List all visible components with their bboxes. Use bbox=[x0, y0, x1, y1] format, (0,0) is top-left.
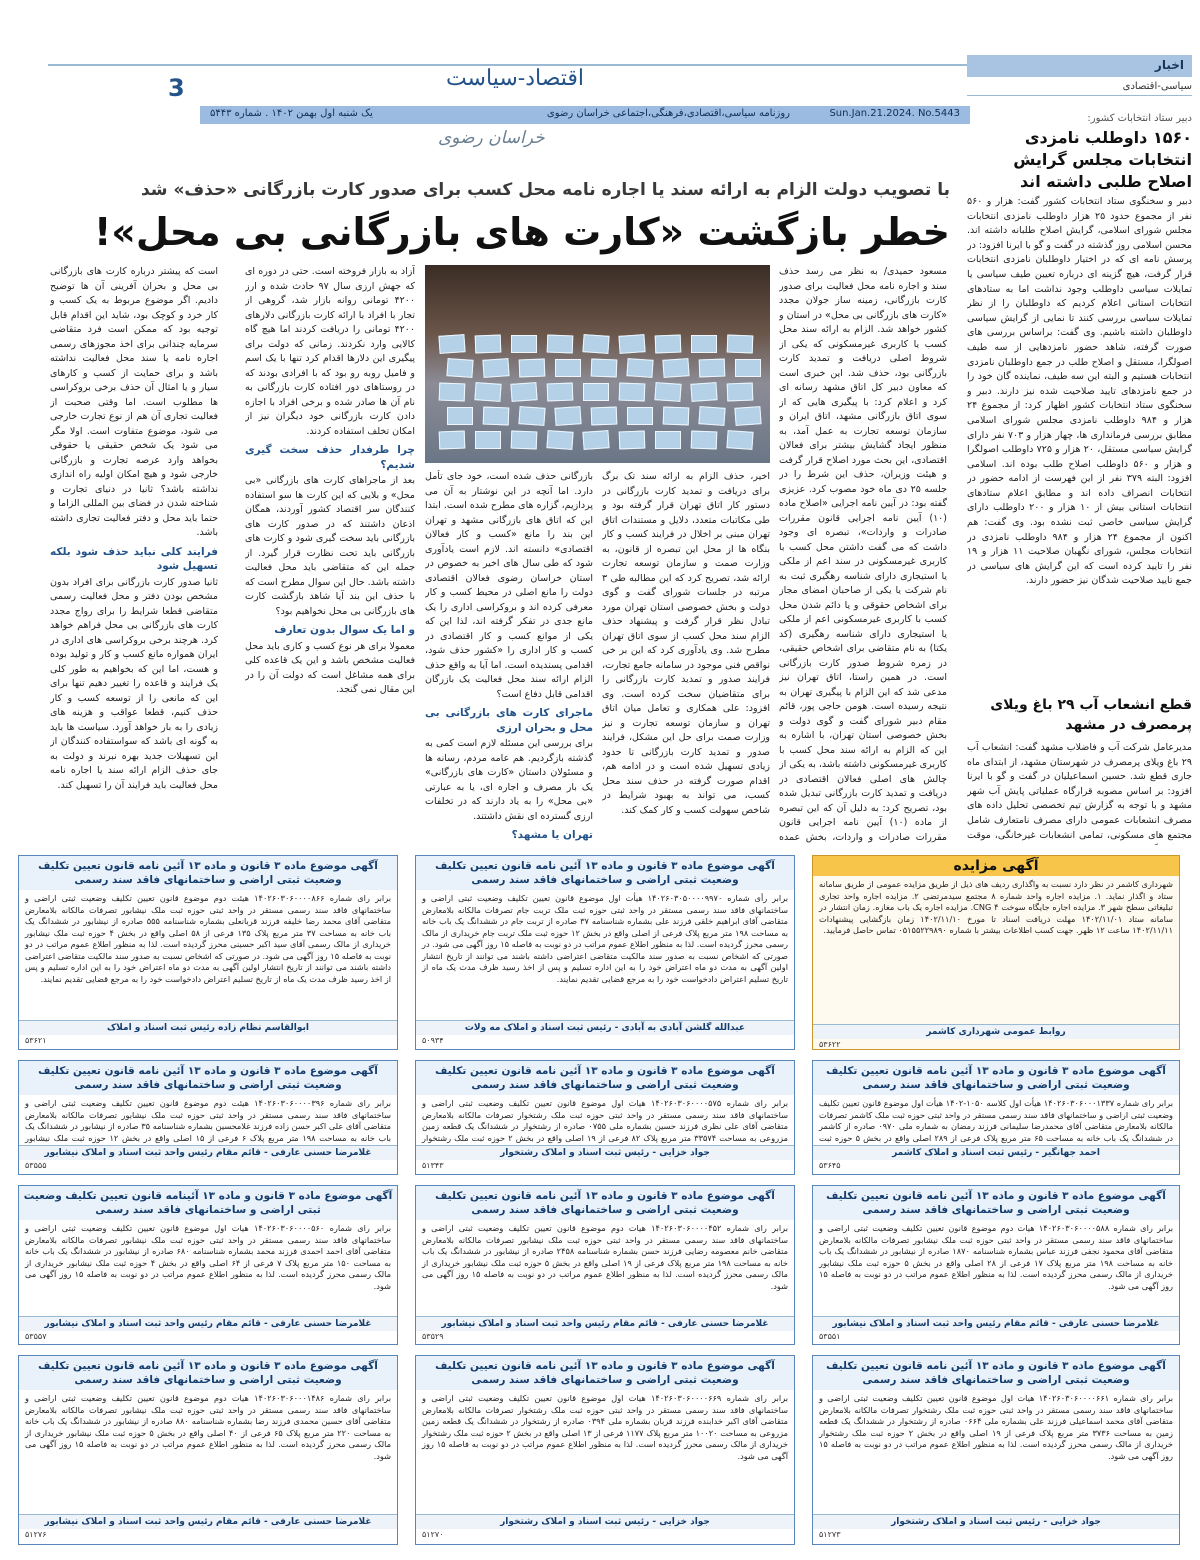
ad-title: آگهی موضوع ماده ۳ قانون و ماده ۱۳ آئین نامه قانون تعیین تکلیف وضعیت ثبتی اراضی و ساختمانهای فاقد سند رسمی bbox=[19, 856, 397, 890]
ad-code: ۵۳۶۲۱ bbox=[25, 1036, 47, 1045]
business-card bbox=[691, 431, 718, 450]
business-card bbox=[447, 407, 473, 425]
section-title: اقتصاد-سیاست bbox=[445, 66, 585, 91]
article-kicker: با تصویب دولت الزام به ارائه سند یا اجاره نامه محل کسب برای صدور کارت بازرگانی «حذف» شد bbox=[140, 180, 950, 200]
legal-notice-ad bbox=[18, 1185, 398, 1345]
article-subhead: ماجرای کارت های بازرگانی بی محل و بحران ارزی bbox=[425, 707, 593, 734]
business-card bbox=[734, 406, 761, 426]
ad-signature: عبدالله گلشن آبادی به آبادی - رئیس ثبت اسناد و املاک مه ولات bbox=[416, 1020, 794, 1035]
business-card bbox=[511, 431, 538, 450]
ad-body: برابر رای شماره ۱۴۰۲۶۰۳۰۶۰۰۰۰۵۶۰ هیات اول موضوع قانون تعیین تکلیف وضعیت ثبتی اراضی و ساختمانهای فاقد سند رسمی مستقر در واحد ثبتی حوزه ثبت ملک نیشابور تصرفات مالکانه بلامعارض متقاضی آقای احمد احمدی فرزند محمد بشماره شناسنامه ۶۸۰ صادره از نیشابور در ششدانگ یک باب خانه به مساحت ۱۵۰ متر مربع پلاک ۷ فرعی از ۶۴ اصلی واقع در بخش ۴ حوزه ثبت ملک نیشابور خریداری از مالک رسمی محرز گردیده است. لذا به منظور اطلاع عموم مراتب در دو نوبت به فاصله ۱۵ روز آگهی می شود. bbox=[25, 1223, 392, 1291]
business-card bbox=[698, 406, 725, 426]
business-card bbox=[591, 407, 618, 426]
business-card bbox=[483, 407, 510, 426]
business-card bbox=[727, 383, 754, 402]
ad-title: آگهی موضوع ماده ۳ قانون و ماده ۱۳ آئین نامه قانون تعیین تکلیف وضعیت ثبتی اراضی و ساختمانهای فاقد سند رسمی bbox=[416, 856, 794, 890]
sidebar-body-2: مدیرعامل شرکت آب و فاضلاب مشهد گفت: انشعاب آب ۲۹ باغ ویلای پرمصرف در شهرستان مشهد، از ابتدای ماه جاری قطع شد. حسین اسماعیلیان در گفت و گو با ایرنا افزود: بر اساس مصوبه قرارگاه عملیاتی پایش آب شهر مشهد و با توجه به گزارش تیم تخصصی تحلیل داده های مصرف انشعابات عمومی دارای مصرف نامتعارف شامل مجتمع های مسکونی، تمامی انشعابات غیرخانگی، موقت bbox=[967, 742, 1192, 841]
legal-notice-ad bbox=[812, 1060, 1180, 1175]
business-card bbox=[547, 335, 574, 354]
business-card bbox=[438, 334, 465, 354]
business-card bbox=[482, 358, 509, 378]
business-card bbox=[618, 334, 645, 354]
sidebar-tag: اخبار bbox=[1154, 58, 1184, 72]
article-subhead: چرا طرفدار حذف سخت گیری شدیم؟ bbox=[245, 444, 415, 471]
ad-title: آگهی مزایده bbox=[813, 856, 1179, 876]
business-card bbox=[619, 431, 646, 450]
article-subhead: فرایند کلی نباید حذف شود بلکه تسهیل شود bbox=[50, 545, 218, 572]
article-headline: خطر بازگشت «کارت های بازرگانی بی محل»! bbox=[93, 210, 950, 254]
ad-signature: غلامرضا حسنی عارفی - قائم مقام رئیس واحد ثبت اسناد و املاک نیشابور bbox=[19, 1514, 397, 1529]
business-card bbox=[518, 406, 545, 426]
business-card bbox=[439, 431, 466, 450]
business-card bbox=[699, 359, 726, 378]
article-column-2b bbox=[425, 470, 593, 845]
ad-title: آگهی موضوع ماده ۳ قانون و ماده ۱۳ آئینامه قانون تعیین تکلیف وضعیت ثبتی اراضی و ساختمانهای فاقد سند رسمی bbox=[19, 1186, 397, 1220]
ad-body: برابر رای شماره ۱۴۰۲۶۰۳۰۶۰۰۰۱۳۳۷ هیأت اول کلاسه ۱۰۵۰-۱۴۰۲ هیأت اول موضوع قانون تعیین تکلیف وضعیت ثبتی اراضی و ساختمانهای فاقد سند رسمی مستقر در واحد ثبتی حوزه ثبت ملک کاشمر تصرفات مالکانه بلامعارض متقاضی آقای محمدرضا سلیمانی فرزند رمضان به شماره ملی ۰۹۷۰ صادره از کاشمر در ششدانگ یک باب خانه به مساحت ۶۵ متر مربع پلاک فرعی از ۲۸۹ اصلی واقع در بخش ۵ حوزه ثبت bbox=[819, 1098, 1173, 1143]
business-card bbox=[510, 382, 537, 402]
ad-title: آگهی موضوع ماده ۳ قانون و ماده ۱۳ آئین نامه قانون تعیین تکلیف وضعیت ثبتی اراضی و ساختمانهای فاقد سند رسمی bbox=[416, 1356, 794, 1390]
business-cards-photo bbox=[425, 265, 770, 463]
ad-signature: غلامرضا حسنی عارفی - قائم مقام رئیس واحد ثبت اسناد و املاک نیشابور bbox=[813, 1316, 1179, 1331]
ad-title: آگهی موضوع ماده ۳ قانون و ماده ۱۳ آئین نامه قانون تعیین تکلیف وضعیت ثبتی اراضی و ساختمانهای فاقد سند رسمی bbox=[813, 1356, 1179, 1390]
ad-code: ۵۱۲۷۰ bbox=[422, 1530, 444, 1539]
business-card bbox=[439, 383, 466, 402]
sidebar-rule bbox=[967, 95, 1192, 96]
legal-notice-ad bbox=[415, 1355, 795, 1545]
newspaper-logo: خراسان رضوی bbox=[438, 128, 545, 148]
page-number: 3 bbox=[168, 74, 185, 102]
business-card bbox=[474, 382, 501, 402]
sidebar-tag-bar bbox=[967, 55, 1192, 77]
business-card bbox=[662, 358, 689, 378]
ad-body: برابر رای شماره ۱۴۰۲۶۰۳۰۶۰۰۰۰۴۵۲ هیات دوم موضوع قانون تعیین تکلیف وضعیت ثبتی اراضی و ساختمانهای فاقد سند رسمی مستقر در واحد ثبتی حوزه ثبت ملک نیشابور تصرفات مالکانه بلامعارض متقاضی خانم معصومه رضایی فرزند حسن بشماره شناسنامه ۲۴۵۸ صادره از نیشابور در ششدانگ یک باب خانه به مساحت ۱۹۸ متر مربع پلاک فرعی از ۱۹ اصلی واقع در بخش ۵ حوزه ثبت ملک نیشابور خریداری از مالک رسمی محرز گردیده است. لذا به منظور اطلاع عموم مراتب در دو نوبت به فاصله ۱۵ روز آگهی می شود. bbox=[422, 1223, 789, 1291]
column-text: معمولا برای هر نوع کسب و کاری باید محل فعالیت مشخص باشد و این یک قاعده کلی برای همه مشاغل است که دولت آن را در این مقال نمی گنجد. bbox=[245, 640, 415, 695]
business-card bbox=[555, 359, 581, 377]
ad-body: برابر رأی شماره ۱۴۰۲۶۰۳۰۵۰۰۰۰۹۹۷۰ هیأت اول موضوع قانون تعیین تکلیف وضعیت ثبتی اراضی و ساختمانهای فاقد سند رسمی مستقر در واحد ثبتی حوزه ثبت ملک تربت جام تصرفات مالکانه بلامعارض متقاضی آقای ابراهیم خلقی فرزند علی بشماره شناسنامه ۳۷ صادره از تربت جام در ششدانگ یک باب خانه به مساحت ۱۹۸ متر مربع پلاک فرعی از اصلی واقع در بخش ۱۲ حوزه ثبت ملک تربت جام خریداری از مالک رسمی محرز گردیده است. لذا به منظور اطلاع عموم مراتب در دو نوبت به فاصله ۱۵ روز آگهی می شود. در صورتی که اشخاص نسبت به صدور سند مالکیت متقاضی اعتراضی داشته باشند می توانند از تاریخ انتشار اولین آگهی به مدت دو ماه اعتراض خود را به این اداره تسلیم و پس از اخذ رسید ظرف مدت یک ماه از تاریخ تسلیم اعتراض دادخواست خود را به مرجع قضایی تقدیم نمایند. bbox=[422, 893, 789, 984]
business-card bbox=[546, 430, 573, 450]
ad-body: برابر رای شماره ۱۴۰۲۶۰۳۰۶۰۰۰۰۵۷۵ هیات اول موضوع قانون تعیین تکلیف وضعیت ثبتی اراضی و ساختمانهای فاقد سند رسمی مستقر در واحد ثبتی حوزه ثبت ملک رشتخوار تصرفات مالکانه بلامعارض متقاضی آقای علی نظری فرزند حسین بشماره ملی ۰۷۵۵ صادره از رشتخوار در ششدانگ یک قطعه زمین مزروعی به مساحت ۳۳۵۷۴ متر مربع پلاک ۸۲ فرعی از ۱۹ اصلی واقع در بخش ۲ حوزه ثبت ملک رشتخوار bbox=[422, 1098, 788, 1143]
ad-signature: غلامرضا حسنی عارفی - قائم مقام رئیس واحد ثبت اسناد و املاک نیشابور bbox=[416, 1316, 794, 1331]
ad-code: ۵۱۲۷۳ bbox=[819, 1530, 841, 1539]
sidebar-body: دبیر و سخنگوی ستاد انتخابات کشور گفت: هزار و ۵۶۰ نفر از مجموع حدود ۲۵ هزار داوطلب نامزدی انتخابات مجلس شورای اسلامی، گرایش اصلاح طلبانه داشته اند. محسن اسلامی روز گذشته در گفت و گو با ایرنا افزود: در پرسش نامه ای که در اختیار داوطلبان نامزدی انتخابات قرار گرفت، هیچ گزینه ای درباره تعیین طیف سیاسی یا تمایلات سیاسی داوطلب وجود نداشت اما به ستادهای انتخابات استانی اعلام کردیم که داوطلبان را از نظر تمایلات سیاسی بررسی کنند تا نمایی از گرایش سیاسی داوطلبان داشته باشیم. وی گفت: براساس بررسی های صورت گرفته، شاهد حضور نامزدهایی از سه طیف اصولگرا، مستقل و اصلاح طلب در جمع داوطلبان نامزدی انتخابات هستیم و البته این سه طیف، نماینده گان خود را در جمع نامزدهای تایید صلاحیت شده نیز دارند. دبیر و سخنگوی ستاد انتخابات کشور اظهار کرد: از مجموع ۲۴ هزار و ۹۸۴ داوطلب نامزدی مجلس شورای اسلامی مطابق بررسی فرمانداری ها، چهار هزار و ۷۰۳ نفر دارای گرایش سیاسی مستقل، ۲۰ هزار و ۷۲۵ داوطلب اصولگرا و هزار و ۵۶۰ داوطلب اصلاح طلب بوده اند. اسلامی افزود: البته ۳۷۹ نفر از این فهرست از ادامه حضور در انتخابات انصراف داده اند و مطابق اعلام ستادهای انتخابات استانی بیش از ۱۰ هزار و ۲۰۰ داوطلب دارای گرایش سیاسی خاصی ثبت نشده بود. وی گفت: هم اکنون از مجموع ۲۴ هزار و ۹۸۴ داوطلب نامزدی در انتخابات مجلس، شورای نگهبان صلاحیت ۱۱ هزار و ۱۹ نفر را تایید کرده است که این گرایش های سیاسی در جمع تایید صلاحیت شدگان نیز حضور دارند. bbox=[967, 196, 1192, 587]
column-text: بعد از ماجراهای کارت های بازرگانی «بی محل» و بلایی که این کارت ها سو استفاده کنندگان سر اقتصاد کشور آوردند، همگان اذعان داشتند که در صدور کارت های بازرگانی باید سخت گیری شود و کارت های بازرگانی باید تحت نظارت قرار گیرد. از جمله این که متقاضی باید محل فعالیت داشته باشد. حال این سوال مطرح است که با حذف این بند آیا شاهد بازگشت کارت های بازرگانی بی محل نخواهیم بود؟ bbox=[245, 475, 415, 617]
sidebar-title: ۱۵۶۰ داوطلب نامزدی انتخابات مجلس گرایش اصلاح طلبی داشته اند bbox=[1013, 128, 1192, 191]
business-card bbox=[627, 407, 653, 425]
ad-code: ۵۳۶۲۲ bbox=[819, 1040, 841, 1049]
business-card bbox=[726, 430, 753, 450]
ad-signature: جواد خزایی - رئیس ثبت اسناد و املاک رشتخوار bbox=[416, 1514, 794, 1529]
ad-title: آگهی موضوع ماده ۳ قانون و ماده ۱۳ آئین نامه قانون تعیین تکلیف وضعیت ثبتی اراضی و ساختمانهای فاقد سند رسمی bbox=[19, 1356, 397, 1390]
ad-signature: غلامرضا حسنی عارفی - قائم مقام رئیس واحد ثبت اسناد و املاک نیشابور bbox=[19, 1145, 397, 1160]
business-card bbox=[619, 383, 646, 402]
business-card bbox=[583, 383, 609, 401]
ad-code: ۵۱۲۷۶ bbox=[25, 1530, 47, 1539]
auction-ad bbox=[812, 855, 1180, 1050]
legal-notice-ad bbox=[812, 1355, 1180, 1545]
article-column-2-wrap bbox=[425, 470, 770, 845]
legal-notice-ad bbox=[18, 855, 398, 1050]
ad-signature: ابوالقاسم نظام زاده رئیس ثبت اسناد و املاک bbox=[19, 1020, 397, 1035]
business-card bbox=[519, 359, 546, 378]
legal-notice-ad bbox=[415, 1185, 795, 1345]
business-card bbox=[727, 335, 754, 354]
article-column-1: مسعود حمیدی/ به نظر می رسد حذف سند و اجاره نامه محل فعالیت برای صدور کارت بازرگانی، زمینه ساز جولان مجدد «کارت های بازرگانی بی محل» در استان و کشور خواهد شد. الزام به ارائه سند محل کسب یا کاربری غیرمسکونی که یکی از شروط اصلی دریافت و تمدید کارت بازرگانی بود، حذف شد. این خبری است که معاون دبیر کل اتاق مشهد رسانه ای کرد و اعلام کرد: با پیگیری هایی که از سوی اتاق بازرگانی مشهد، اتاق ایران و سازمان توسعه تجارت به عمل آمد، به منظور ایجاد گشایش بیشتر برای فعالان اقتصادی، این بحث مورد اصلاح قرار گرفت و هیئت وزیران، حذف این شرط را در جلسه ۲۵ دی ماه خود مصوب کرد. عزیزی گفته بود: در آیین نامه اجرایی «اصلاح ماده (۱۰) آیین نامه اجرایی قانون مقررات صادرات و واردات»، تبصره ای وجود داشت که می گفت داشتن محل کسب با کاربری غیرمسکونی در سند اعم از ملکی یا استیجاری دارای شناسه رهگیری ثبت به نام شرکت یا یکی از صاحبان امضای مجاز برای اشخاص حقوقی و یا دائم شدن محل کسب با کاربری غیرمسکونی اعم از ملکی یا استیجاری دارای شناسه رهگیری (کد یکتا) به نام متقاضی برای اشخاص حقیقی، در زمره شروط صدور کارت بازرگانی است. در همین راستا، اتاق تهران نیز مدعی شد که این الزام با پیگیری تهران به نتیجه رسیده است. هومن حاجی پور، قائم مقام دبیر شورای گفت و گوی دولت و بخش خصوصی استان تهران، با اشاره به این که الزام به ارائه سند محل کسب با کاربری غیرمسکونی داشته باشد، به یکی از چالش های اصلی فعالان اقتصادی در دریافت و تمدید کارت بازرگانی تبدیل شده بود، تصریح کرد: به دلیل آن که این تبصره از ماده (۱۰) آیین نامه اجرایی قانون مقررات صادرات و واردات، بخش عمده bbox=[779, 266, 947, 843]
header-date-en: Sun.Jan.21.2024. No.5443 bbox=[829, 108, 960, 119]
ad-body: شهرداری کاشمر در نظر دارد نسبت به واگذاری ردیف های ذیل از طریق مزایده عمومی از طریق سامانه ستاد و اگذار نماید. ۱. مزایده اجاره واحد شماره ۸ مجتمع سیدمرتضی ۲. مزایده اجاره واحد تجاری تبلیغاتی سطح شهر ۳. مزایده اجاره جایگاه سوخت CNG ۴. مزایده اجاره یک باب مغازه. زمان انتشار در سامانه ستاد ۱۴۰۲/۱۱/۰۱ مهلت دریافت اسناد تا مورخ ۱۴۰۲/۱۱/۱۰ زمان بازگشایی پیشنهادات ۱۴۰۲/۱۱/۱۱ ساعت ۱۲ ظهر. جهت کسب اطلاعات بیشتر با شماره ۰۵۱۵۵۲۲۹۸۹۰ تماس حاصل فرمایید. bbox=[819, 879, 1174, 935]
legal-notice-ad bbox=[415, 1060, 795, 1175]
ad-title: آگهی موضوع ماده ۳ قانون و ماده ۱۳ آئین نامه قانون تعیین تکلیف وضعیت ثبتی اراضی و ساختمانهای فاقد سند رسمی bbox=[813, 1186, 1179, 1220]
business-card bbox=[547, 383, 574, 402]
sidebar-kicker: دبیر ستاد انتخابات کشور: bbox=[1087, 113, 1192, 124]
ad-body: برابر رای شماره ۱۴۰۲۶۰۳۰۶۰۰۰۰۶۶۱ هیات اول موضوع قانون تعیین تکلیف وضعیت ثبتی اراضی و ساختمانهای فاقد سند رسمی مستقر در واحد ثبتی حوزه ثبت ملک رشتخوار تصرفات مالکانه بلامعارض متقاضی آقای محمد اسماعیلی فرزند علی بشماره ملی ۰۶۶۴ صادره از رشتخوار در ششدانگ یک قطعه زمین به مساحت ۳۷۳۶ متر مربع پلاک فرعی از ۱۹ اصلی واقع در بخش ۲ حوزه ثبت ملک رشتخوار خریداری از مالک رسمی محرز گردیده است. لذا به منظور اطلاع عموم مراتب در دو نوبت به فاصله ۱۵ روز آگهی می شود. bbox=[819, 1393, 1174, 1461]
business-card bbox=[582, 334, 609, 354]
ad-body: برابر رای شماره ۱۴۰۲۶۰۳۰۶۰۰۰۰۸۶۶ هیئت دوم موضوع قانون تعیین تکلیف وضعیت ثبتی اراضی و ساختمانهای فاقد سند رسمی مستقر در واحد ثبتی حوزه ثبت ملک نیشابور تصرفات مالکانه بلامعارض متقاضی آقای محمد رضا خلیفه فرزند قربانعلی بشماره شناسنامه ۵۵۵ صادره از نیشابور در ششدانگ یک باب خانه به مساحت ۳۷ متر مربع پلاک ۱۳۵ فرعی از ۵۸ اصلی واقع در بخش ۴ حوزه ثبت ملک نیشابور خریداری از مالک رسمی آقای سید اکبر حسینی محرز گردیده است. لذا به منظور اطلاع عموم مراتب در دو نوبت به فاصله ۱۵ روز آگهی می شود. در صورتی که اشخاص نسبت به صدور سند مالکیت متقاضی اعتراضی داشته باشند می توانند از تاریخ انتشار اولین آگهی به مدت دو ماه اعتراض خود را به این اداره تسلیم و پس از اخذ رسید ظرف مدت یک ماه از تاریخ تسلیم اعتراض دادخواست خود را به مرجع قضایی تقدیم نمایند. bbox=[25, 893, 391, 984]
business-card bbox=[690, 382, 717, 402]
article-column-3 bbox=[245, 265, 415, 845]
ad-code: ۵۳۶۴۵ bbox=[819, 1161, 841, 1170]
ad-body: برابر رای شماره ۱۴۰۲۶۰۳۰۶۰۰۰۰۳۹۶ هیئت دوم موضوع قانون تعیین تکلیف وضعیت ثبتی اراضی و ساختمانهای فاقد سند رسمی مستقر در واحد ثبتی حوزه ثبت ملک نیشابور تصرفات مالکانه بلامعارض متقاضی آقای علی اکبر حسن زاده فرزند غلامحسین بشماره شناسنامه ۳۵ صادره از نیشابور در ششدانگ یک باب خانه به مساحت ۱۹۸ متر مربع پلاک ۶ فرعی از ۱۵ اصلی واقع در بخش ۱۲ حوزه ثبت ملک نیشابور bbox=[25, 1098, 391, 1143]
legal-notice-ad bbox=[415, 855, 795, 1050]
column-text: است که پیشتر درباره کارت های بازرگانی بی محل و بحران آفرینی آن ها توضیح دادیم. اگر موضوع مربوط به یک کسب و کار خرد و کوچک بود، شاید این اقدام قابل توجیه بود که ممکن است فرد متقاضی سرمایه چندانی برای اخذ مجوزهای رسمی اجاره نامه یا سند محل فعالیت نداشته باشد و برای حمایت از کسب و کارهای سیار و یا امثال آن حذف برخی بروکراسی ها مطلوب است. اما وقتی صحبت از فعالیت تجاری آن هم از نوع تجارت خارجی می شود، موضوع متفاوت است. اولا مگر می شود یک شخص حقیقی یا حقوقی بخواهد وارد عرصه تجارت و بازرگانی خارجی شود و هیچ امکان اولیه راه اندازی نداشته باشد؟ ثانیا در دنیای تجارت و شناخته شدن در فضای بین المللی الزاما و حتما باید محل و دفتر فعالیت تجاری داشته باشد. bbox=[50, 266, 218, 538]
news-sidebar bbox=[967, 55, 1192, 845]
column-text: آزاد به بازار فروخته است. حتی در دوره ای که جهش ارزی سال ۹۷ حادث شده و ارز ۴۲۰۰ تومانی روانه بازار شد، گروهی از تجار با افراد با ارائه کارت بازرگانی دلارهای ۴۲۰۰ تومانی را دریافت کردند اما هیچ گاه کالایی وارد نکردند. زمانی که دولت برای پیگیری این دلارها اقدام کرد تنها با یک اسم و فامیل روبه رو بود که با افرادی بودند که در روستاهای دور افتاده کارت بازرگانی به نام آن ها صادر شده و برخی افراد با اجازه دادن کارت بازرگانی خود دیگران نیز از امکان تخلف استفاده کردند. bbox=[245, 266, 415, 437]
ad-signature: جواد خزایی - رئیس ثبت اسناد و املاک رشتخوار bbox=[813, 1514, 1179, 1529]
column-text: بازرگانی حذف شده است، خود جای تأمل دارد. اما آنچه در این نوشتار به آن می پردازیم، گزاره های مطرح شده است. ابتدا این که اتاق های بازرگانی مشهد و تهران این بند را مانع «کسب و کار فعالان اقتصادی» دانسته اند. لازم است یادآوری شود که طی سال های اخیر به خصوص در استان خراسان رضوی فعالان اقتصادی دولت را مانع اصلی در محیط کسب و کار معرفی کرده اند و بروکراسی اداری را یک مانع جدی در تفکر گرفته اند، لذا این که یکی از موانع کسب و کار اقتصادی در کسب و کار اداری را «کشور حذف شود، اقدامی پسندیده است. اما آیا به واقع حذف الزام ارائه سند محل فعالیت یک بازرگان اقدامی قابل دفاع است؟ bbox=[425, 471, 593, 700]
ad-code: ۵۱۳۴۳ bbox=[422, 1161, 444, 1170]
ad-title: آگهی موضوع ماده ۳ قانون و ماده ۱۳ آئین نامه قانون تعیین تکلیف وضعیت ثبتی اراضی و ساختمانهای فاقد سند رسمی bbox=[19, 1061, 397, 1095]
header-bar bbox=[200, 106, 970, 124]
article-subhead: و اما یک سوال بدون تعارف bbox=[274, 624, 415, 636]
column-text: ثانیا صدور کارت بازرگانی برای افراد بدون مشخص بودن دفتر و محل فعالیت رسمی متقاضی قطعا شرایط را برای رواج مجدد کارت های بازرگانی بی محل فراهم خواهد کرد. هرچند برخی بروکراسی های اداری در ایران همواره مانع کسب و کار و تولید بوده و هست، اما این که بخواهیم به طور کلی یک فرایند و قاعده را تغییر دهیم تنها برای این که مانعی را از توسعه کسب و کار حذف کنیم، قطعا عواقب و هزینه های زیادی را به بار خواهد آورد. سیاست ها باید به گونه ای باشد که سواستفاده کنندگان از این تسهیلات جدید بهره نبرند و دولت به جای حذف الزام ارائه سند یا اجاره نامه محل فعالیت باید فرایند آن را تسهیل کند. bbox=[50, 576, 218, 791]
business-card bbox=[691, 335, 717, 353]
header-subtitle: روزنامه سیاسی،اقتصادی،فرهنگی،اجتماعی خراسان رضوی bbox=[546, 108, 790, 119]
ad-code: ۵۳۵۵۱ bbox=[819, 1332, 841, 1341]
ad-body: برابر رای شماره ۱۴۰۲۶۰۳۰۶۰۰۰۰۵۸۸ هیات دوم موضوع قانون تعیین تکلیف وضعیت ثبتی اراضی و ساختمانهای فاقد سند رسمی مستقر در واحد ثبتی حوزه ثبت ملک نیشابور تصرفات مالکانه بلامعارض متقاضی آقای محمود نجفی فرزند عباس بشماره شناسنامه ۱۸۷۰ صادره از نیشابور در ششدانگ یک باب خانه به مساحت ۱۹۸ متر مربع پلاک ۱۷ فرعی از ۲۸ اصلی واقع در بخش ۵ حوزه ثبت ملک نیشابور خریداری از مالک رسمی محرز گردیده است. لذا به منظور اطلاع عموم مراتب در دو نوبت به فاصله ۱۵ روز آگهی می شود. bbox=[819, 1223, 1173, 1291]
sidebar-tag-sub: سیاسی-اقتصادی bbox=[1122, 81, 1192, 92]
ad-code: ۵۳۵۵۷ bbox=[25, 1332, 47, 1341]
business-card bbox=[663, 407, 690, 426]
legal-notice-ad bbox=[18, 1060, 398, 1175]
ad-title: آگهی موضوع ماده ۳ قانون و ماده ۱۳ آئین نامه قانون تعیین تکلیف وضعیت ثبتی اراضی و ساختمانهای فاقد سند رسمی bbox=[416, 1061, 794, 1095]
business-card bbox=[655, 431, 681, 449]
business-card bbox=[626, 358, 653, 378]
business-card bbox=[554, 406, 581, 426]
legal-notice-ad bbox=[812, 1185, 1180, 1345]
ad-body: برابر رای شماره ۱۴۰۲۶۰۳۰۶۰۰۰۰۶۶۹ هیات اول موضوع قانون تعیین تکلیف وضعیت ثبتی اراضی و ساختمانهای فاقد سند رسمی مستقر در واحد ثبتی حوزه ثبت ملک رشتخوار تصرفات مالکانه بلامعارض متقاضی آقای اکبر خدابنده فرزند قربان بشماره ملی ۰۳۹۴ صادره از رشتخوار در ششدانگ یک قطعه زمین مزروعی به مساحت ۱۰۰۲۰ متر مربع پلاک ۱۱۷۷ فرعی از ۱۳ اصلی واقع در بخش ۲ حوزه ثبت ملک رشتخوار خریداری از مالک رسمی محرز گردیده است. لذا به منظور اطلاع عموم مراتب در دو نوبت به فاصله ۱۵ روز آگهی می شود. bbox=[422, 1393, 788, 1461]
column-text: برای بررسی این مسئله لازم است کمی به گذشته بازگردیم. هم عامه مردم، رسانه ها و مسئولان داستان «کارت های بازرگانی» یک بار مصرف و اجاره ای، یا به عبارتی «بی محل» را به یاد دارند که در تخلفات ارزی گسترده ای نقش داشتند. bbox=[425, 738, 593, 822]
business-card bbox=[654, 382, 681, 402]
business-card bbox=[475, 335, 502, 354]
ad-code: ۵۳۵۲۹ bbox=[422, 1332, 444, 1341]
business-card bbox=[446, 358, 473, 378]
ad-body: برابر رای شماره ۱۴۰۲۶۰۳۰۶۰۰۰۱۴۸۶ هیات دوم موضوع قانون تعیین تکلیف وضعیت ثبتی اراضی و ساختمانهای فاقد سند رسمی مستقر در واحد ثبتی حوزه ثبت ملک نیشابور تصرفات مالکانه بلامعارض متقاضی آقای حسین محمدی فرزند رضا بشماره شناسنامه ۸۸۰ صادره از نیشابور در ششدانگ یک باب خانه به مساحت ۲۲۰ متر مربع پلاک ۶۵ فرعی از ۴۰ اصلی واقع در بخش ۵ حوزه ثبت ملک نیشابور خریداری از مالک رسمی محرز گردیده است. لذا به منظور اطلاع عموم مراتب در دو نوبت به فاصله ۱۵ روز آگهی می شود. bbox=[25, 1393, 391, 1461]
business-card bbox=[735, 359, 761, 377]
business-card bbox=[591, 359, 618, 378]
ad-title: آگهی موضوع ماده ۳ قانون و ماده ۱۳ آئین نامه قانون تعیین تکلیف وضعیت ثبتی اراضی و ساختمانهای فاقد سند رسمی bbox=[813, 1061, 1179, 1095]
ad-title: آگهی موضوع ماده ۳ قانون و ماده ۱۳ آئین نامه قانون تعیین تکلیف وضعیت ثبتی اراضی و ساختمانهای فاقد سند رسمی bbox=[416, 1186, 794, 1220]
legal-notice-ad bbox=[18, 1355, 398, 1545]
business-card bbox=[582, 430, 609, 450]
ad-signature: احمد جهانگیر - رئیس ثبت اسناد و املاک کاشمر bbox=[813, 1145, 1179, 1160]
ad-code: ۵۳۵۵۵ bbox=[25, 1161, 47, 1170]
header-issue: یک شنبه اول بهمن ۱۴۰۲ . شماره ۵۴۴۳ bbox=[210, 108, 373, 119]
article-column-4 bbox=[50, 265, 218, 845]
business-card bbox=[655, 335, 682, 354]
business-card bbox=[511, 335, 537, 353]
ad-signature: روابط عمومی شهرداری کاشمر bbox=[813, 1024, 1179, 1039]
article-column-2a: اخیر، حذف الزام به ارائه سند تک برگ برای دریافت و تمدید کارت بازرگانی در دستور کار اتاق تهران قرار گرفته بود و طی مکاتبات متعدد، دلایل و مستندات اتاق تهران مبنی بر اخلال در فرایند کسب و کار بنگاه ها از محل این تبصره از قانون، به وزارت صمت و سازمان توسعه تجارت ارائه شد، تصریح کرد که این مطالبه طی ۳ مرتبه در جلسات شورای گفت و گوی دولت و بخش خصوصی استان تهران مورد تبادل نظر قرار گرفت و پیشنهاد حذف الزام سند محل کسب از سوی اتاق تهران مطرح شد. وی یادآوری کرد که این بر خی نواقص فنی موجود در سامانه جامع تجارت، فرایند صدور و تمدید کارت بازرگانی را برای متقاضیان سخت کرده است. وی افزود: علی همکاری و تعامل میان اتاق تهران و سازمان توسعه تجارت و نیز وزارت صمت برای حل این مشکل، فرایند صدور و تمدید کارت بازرگانی تا حدود زیادی تسهیل شده است و در ادامه هم، اقدام صورت گرفته در حذف سند محل کسب، می تواند به بهبود شرایط در شاخص سهولت کسب و کار کمک کند. bbox=[602, 471, 770, 816]
sidebar-title-2: قطع انشعاب آب ۲۹ باغ ویلای پرمصرف در مشهد bbox=[990, 697, 1192, 733]
ad-code: ۵۰۹۳۴ bbox=[422, 1036, 444, 1045]
article-subhead: تهران یا مشهد؟ bbox=[511, 829, 593, 841]
ad-signature: جواد خزایی - رئیس ثبت اسناد و املاک رشتخوار bbox=[416, 1145, 794, 1160]
business-card bbox=[475, 431, 501, 449]
ad-signature: غلامرضا حسنی عارفی - قائم مقام رئیس واحد ثبت اسناد و املاک نیشابور bbox=[19, 1316, 397, 1331]
